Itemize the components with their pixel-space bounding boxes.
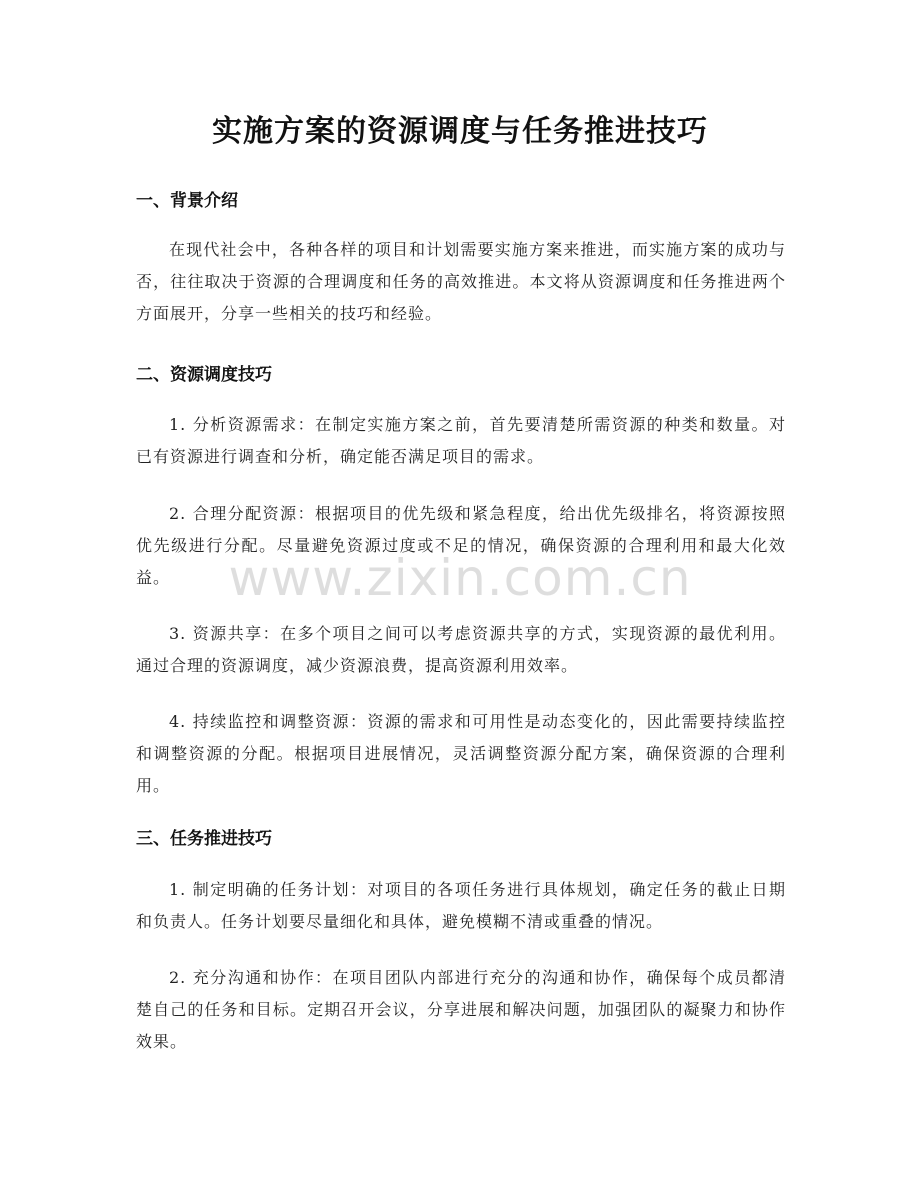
- paragraph-resource-allocation: 2. 合理分配资源：根据项目的优先级和紧急程度，给出优先级排名，将资源按照优先级进行分配。尽量避免资源过度或不足的情况，确保资源的合理利用和最大化效益。: [136, 504, 786, 587]
- document-title: 实施方案的资源调度与任务推进技巧: [212, 114, 708, 149]
- watermark: www.zixin.com.cn: [228, 549, 692, 607]
- section-heading-task-progress: 三、任务推进技巧: [136, 829, 272, 849]
- section-heading-background: 一、背景介绍: [136, 191, 238, 211]
- paragraph-background-intro: 在现代社会中，各种各样的项目和计划需要实施方案来推进，而实施方案的成功与否，往往取决于资源的合理调度和任务的高效推进。本文将从资源调度和任务推进两个方面展开，分享一些相关的技巧和经验。: [136, 240, 786, 323]
- paragraph-task-plan: 1. 制定明确的任务计划：对项目的各项任务进行具体规划，确定任务的截止日期和负责人。任务计划要尽量细化和具体，避免模糊不清或重叠的情况。: [136, 880, 786, 931]
- paragraph-resource-analysis: 1. 分析资源需求：在制定实施方案之前，首先要清楚所需资源的种类和数量。对已有资源进行调查和分析，确定能否满足项目的需求。: [136, 415, 786, 466]
- paragraph-communication: 2. 充分沟通和协作：在项目团队内部进行充分的沟通和协作，确保每个成员都清楚自己的任务和目标。定期召开会议，分享进展和解决问题，加强团队的凝聚力和协作效果。: [136, 968, 786, 1051]
- paragraph-resource-sharing: 3. 资源共享：在多个项目之间可以考虑资源共享的方式，实现资源的最优利用。通过合理的资源调度，减少资源浪费，提高资源利用效率。: [136, 624, 786, 675]
- section-heading-resource-scheduling: 二、资源调度技巧: [136, 365, 272, 385]
- paragraph-resource-monitoring: 4. 持续监控和调整资源：资源的需求和可用性是动态变化的，因此需要持续监控和调整资源的分配。根据项目进展情况，灵活调整资源分配方案，确保资源的合理利用。: [136, 712, 786, 795]
